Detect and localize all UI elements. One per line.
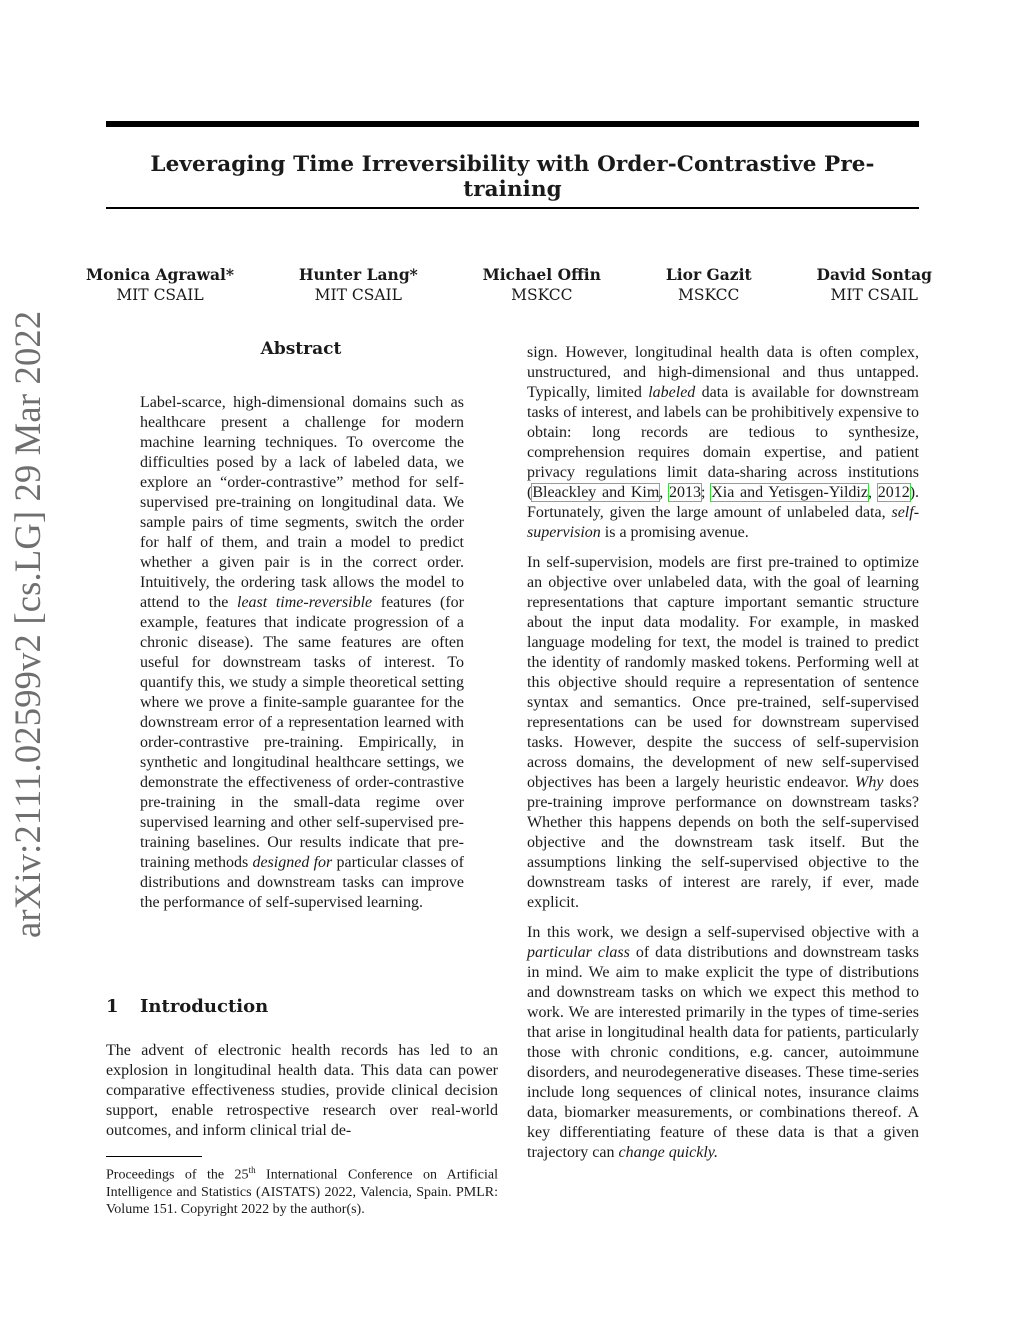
intro-right-column [527, 343, 919, 1173]
section-heading-introduction [106, 996, 268, 1017]
footnote-rule [106, 1156, 202, 1157]
author-block [86, 264, 234, 306]
citation-link[interactable]: 2012 [877, 484, 910, 501]
citation-link[interactable]: 2013 [669, 484, 702, 501]
author-affiliation: MIT CSAIL [116, 286, 204, 304]
title-rule-bottom [106, 207, 919, 209]
author-affiliation: MIT CSAIL [314, 286, 402, 304]
abstract-heading: Abstract [260, 339, 342, 359]
section-title: Introduction [140, 996, 269, 1017]
author-block [817, 264, 932, 306]
author-name: Lior Gazit [665, 265, 752, 284]
author-block [483, 264, 601, 306]
author-affiliation: MSKCC [678, 286, 740, 304]
intro-paragraph: sign. However, longitudinal health data is often complex, unstructured, and high-dimensional and thus untapped. Typically, limited labeled data is available for downstream tasks of interest, and labels can be prohibitively expensive to obtain: long records are tedious to synthesize, comprehension requires domain expertise, and patient privacy regulations limit data-sharing across institutions (Bleackley and Kim, 2013; Xia and Yetisgen-Yildiz, 2012). Fortunately, given the large amount of unlabeled data, self-supervision is a promising avenue. [527, 344, 920, 541]
intro-paragraph: In this work, we design a self-supervised objective with a particular class of data distributions and downstream tasks in mind. We aim to make explicit the type of distributions and downstream tasks on which we expect this method to work. We are interested primarily in the types of time-series that arise in longitudinal health data for patients, particularly those with chronic conditions, e.g. cancer, autoimmune disorders, and neurodegenerative diseases. These time-series include long sequences of clinical notes, insurance claims data, biomarker measurements, or combinations thereof. A key differentiating feature of these data is that a given trajectory can change quickly. [527, 924, 920, 1161]
paper-title: Leveraging Time Irreversibility with Order-Contrastive Pre-training [150, 152, 875, 202]
author-name: David Sontag [816, 265, 932, 284]
abstract-text: Label-scarce, high-dimensional domains such as healthcare present a challenge for modern machine learning techniques. To overcome the difficulties posed by a lack of labeled data, we explore an “order-contrastive” method for self-supervised pre-training on longitudinal data. We sample pairs of time segments, switch the order for half of them, and train a model to predict whether a given pair is in the correct order. Intuitively, the ordering task allows the model to attend to the least time-reversible features (for example, features that indicate progression of a chronic disease). The same features are often useful for downstream tasks of interest. To quantify this, we study a simple theoretical setting where we prove a finite-sample guarantee for the downstream error of a representation learned with order-contrastive pre-training. Empirically, in synthetic and longitudinal healthcare settings, we demonstrate the effectiveness of order-contrastive pre-training in the small-data regime over supervised learning and other self-supervised pre-training baselines. Our results indicate that pre-training methods designed for particular classes of distributions and downstream tasks can improve the performance of self-supervised learning. [140, 394, 464, 911]
section-number: 1 [106, 996, 119, 1017]
author-name: Monica Agrawal* [86, 265, 234, 284]
intro-paragraph: In self-supervision, models are first pre-trained to optimize an objective over unlabeled data, with the goal of learning representations that capture important semantic structure about the input data modality. For example, in masked language modeling for text, the model is trained to predict the identity of randomly masked tokens. Performing well at this objective should require a representation of sentence syntax and semantics. Once pre-trained, self-supervised representations can be used for downstream supervised tasks. However, despite the success of self-supervision across domains, the development of new self-supervised objectives has been a largely heuristic endeavor. Why does pre-training improve performance on downstream tasks? Whether this happens depends on both the self-supervised objective and the downstream task itself. But the assumptions linking the self-supervised objective to the downstream tasks of interest are rarely, if ever, made explicit. [527, 554, 919, 911]
author-affiliation: MIT CSAIL [830, 286, 918, 304]
footnote-proceedings: Proceedings of the 25th International Conference on Artificial Intelligence and Statistics (AISTATS) 2022, Valencia, Spain. PMLR: Volume 151. Copyright 2022 by the author(s). [106, 1165, 498, 1217]
author-name: Michael Offin [482, 265, 601, 284]
author-block [299, 264, 418, 306]
author-name: Hunter Lang* [298, 265, 418, 284]
citation-link[interactable]: Xia and Yetisgen-Yildiz [711, 484, 868, 501]
author-list [86, 264, 932, 306]
title-rule-top [106, 121, 919, 127]
intro-paragraph-left: The advent of electronic health records has led to an explosion in longitudinal health data. This data can power comparative effectiveness studies, provide clinical decision support, enable retrospective research over real-world outcomes, and inform clinical trial de- [106, 1042, 498, 1139]
author-block [666, 264, 752, 306]
author-affiliation: MSKCC [511, 286, 573, 304]
arxiv-identifier[interactable]: arXiv:2111.02599v2 [cs.LG] 29 Mar 2022 [7, 310, 48, 938]
citation-link[interactable]: Bleackley and Kim [532, 484, 660, 501]
